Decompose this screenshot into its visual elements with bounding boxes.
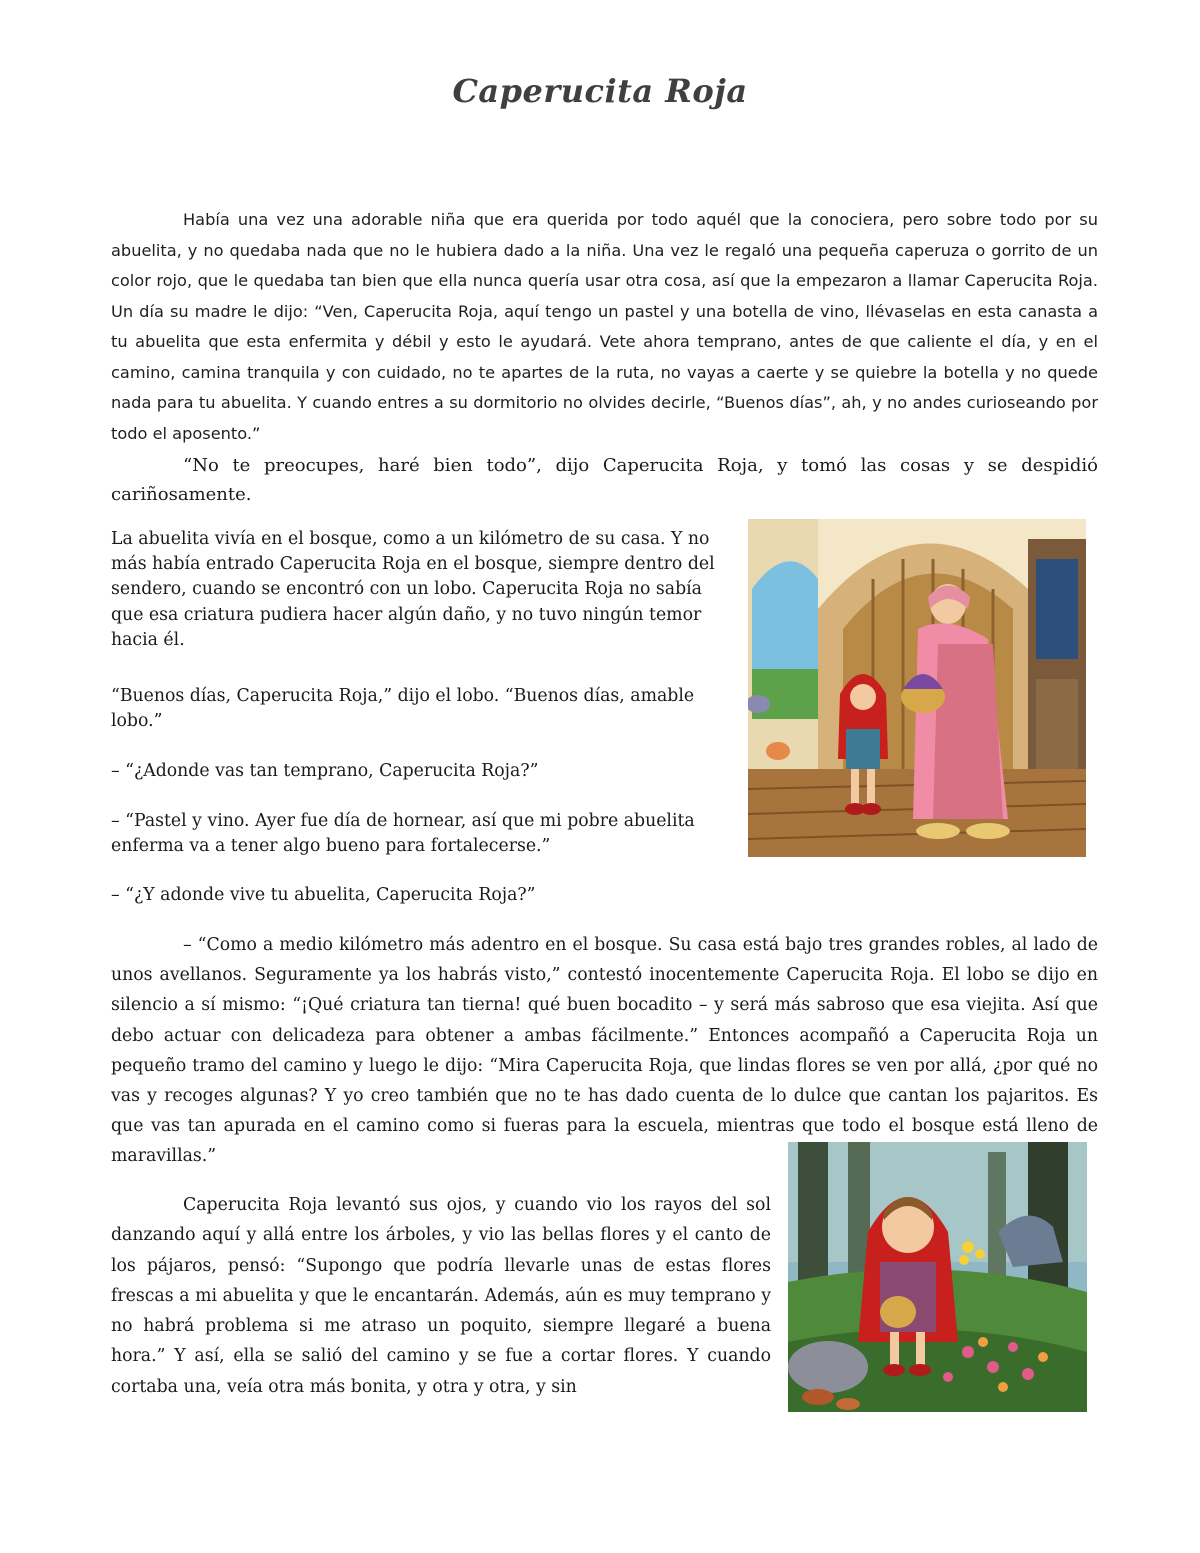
paragraph-reply: “No te preocupes, haré bien todo”, dijo Caperucita Roja, y tomó las cosas y se despidió cariñosamente. [111, 455, 1098, 505]
illustration-mother-door [748, 519, 1086, 857]
paragraph-wolf-question-2: – “¿Y adonde vive tu abuelita, Caperucita Roja?” [111, 885, 536, 905]
paragraph-wolf-question: – “¿Adonde vas tan temprano, Caperucita Roja?” [111, 761, 539, 781]
paragraph-forest: La abuelita vivía en el bosque, como a un kilómetro de su casa. Y no más había entrado Caperucita Roja en el bosque, siempre dentro del sendero, cuando se encontró con un lobo. Caperucita Roja no sabía que esa criatura pudiera hacer algún daño, y no tuvo ningún temor hacia él. [111, 529, 715, 650]
illustration-forest-flowers [788, 1142, 1087, 1412]
paragraph-greeting: “Buenos días, Caperucita Roja,” dijo el lobo. “Buenos días, amable lobo.” [111, 686, 695, 732]
paragraph-intro: Había una vez una adorable niña que era querida por todo aquél que la conociera, pero sobre todo por su abuelita, y no quedaba nada que no le hubiera dado a la niña. Una vez le regaló una pequeña caperuza o gorrito de un color rojo, que le quedaba tan bien que ella nunca quería usar otra cosa, así que la empezaron a llamar Caperucita Roja. Un día su madre le dijo: “Ven, Caperucita Roja, aquí tengo un pastel y una botella de vino, llévaselas en esta canasta a tu abuelita que esta enfermita y débil y esto le ayudará. Vete ahora temprano, antes de que caliente el día, y en el camino, camina tranquila y con cuidado, no te apartes de la ruta, no vayas a caerte y se quiebre la botella y no quede nada para tu abuelita. Y cuando entres a su dormitorio no olvides decirle, “Buenos días”, ah, y no andes curioseando por todo el aposento.” [111, 210, 1098, 443]
paragraph-flowers: Caperucita Roja levantó sus ojos, y cuando vio los rayos del sol danzando aquí y allá entre los árboles, y vio las bellas flores y el canto de los pájaros, pensó: “Supongo que podría llevarle unas de estas flores frescas a mi abuelita y que le encantarán. Además, aún es muy temprano y no habrá problema si me atraso un poquito, siempre llegaré a buena hora.” Y así, ella se salió del camino y se fue a cortar flores. Y cuando cortaba una, veía otra más bonita, y otra y otra, y sin [111, 1195, 771, 1397]
paragraph-directions: – “Como a medio kilómetro más adentro en el bosque. Su casa está bajo tres grandes robles, al lado de unos avellanos. Seguramente ya los habrás visto,” contestó inocentemente Caperucita Roja. El lobo se dijo en silencio a sí mismo: “¡Qué criatura tan tierna! qué buen bocadito – y será más sabroso que esa viejita. Así que debo actuar con delicadeza para obtener a ambas fácilmente.” Entonces acompañó a Caperucita Roja un pequeño tramo del camino y luego le dijo: “Mira Caperucita Roja, que lindas flores se ven por allá, ¿por qué no vas y recoges algunas? Y yo creo también que no te has dado cuenta de lo dulce que cantan los pajaritos. Es que vas tan apurada en el camino como si fueras para la escuela, mientras que todo el bosque está lleno de maravillas.” [111, 935, 1098, 1167]
document-title: Caperucita Roja [452, 72, 748, 110]
paragraph-answer: – “Pastel y vino. Ayer fue día de hornear, así que mi pobre abuelita enferma va a tener algo bueno para fortalecerse.” [111, 811, 695, 857]
